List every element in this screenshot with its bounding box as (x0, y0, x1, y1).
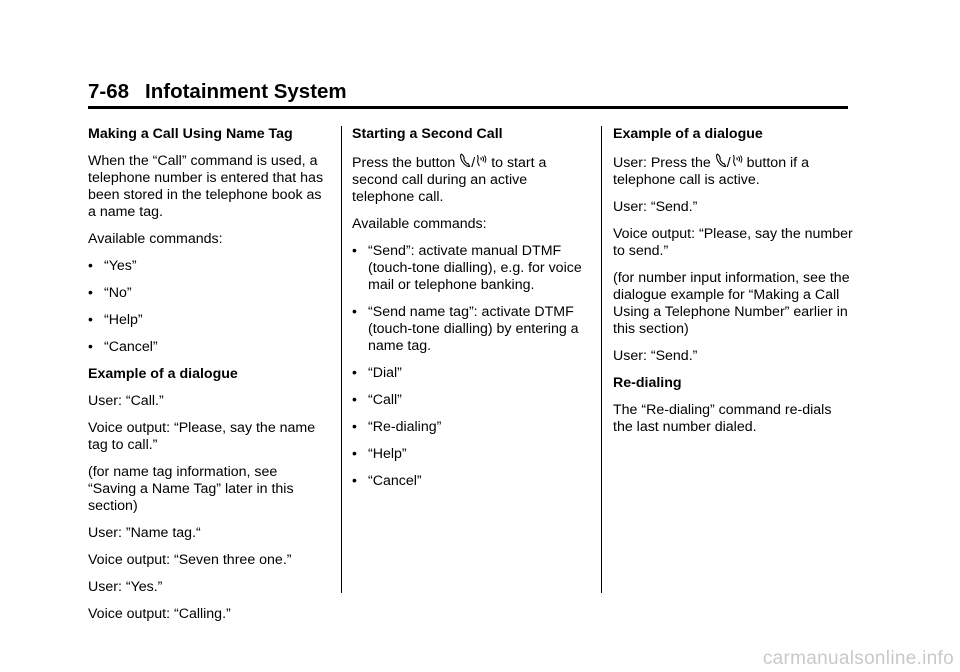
column-divider (601, 126, 602, 593)
example-heading: Example of a dialogue (88, 366, 238, 382)
bullet: • (88, 311, 93, 327)
list-item: • “Call” (352, 391, 402, 408)
list-item: • “No” (88, 284, 132, 301)
bullet: • (352, 242, 357, 258)
column-divider (341, 126, 342, 593)
paragraph: When the “Call” command is used, a telephone number is entered that has been stored in the telephone book as a name tag. (88, 153, 324, 220)
commands-label: Available commands: (352, 216, 487, 232)
command-list (88, 258, 328, 356)
redial-heading: Re-dialing (613, 375, 682, 391)
phone-icon (715, 153, 727, 168)
paragraph: The “Re-dialing” command re-dials the last number dialed. (613, 402, 832, 435)
dialogue-line: Voice output: “Please, say the name tag to call.” (88, 420, 316, 453)
dialogue-line: User: “Yes.” (88, 579, 163, 595)
bullet: • (352, 391, 357, 407)
paragraph: Press the button / to start a second call during an active telephone call. (352, 155, 547, 205)
bullet: • (352, 445, 357, 461)
list-item: • “Send”: activate manual DTMF (touch-tone dialling), e.g. for voice mail or telephone banking. (352, 242, 582, 293)
column-right (613, 126, 853, 446)
column-left (88, 126, 328, 633)
header-text (88, 80, 848, 104)
commands-label: Available commands: (88, 231, 223, 247)
command-list (352, 243, 592, 490)
section-heading: Starting a Second Call (352, 126, 503, 142)
dialogue-line: User: Press the / button if a telephone call is active. (613, 155, 809, 188)
column-middle (352, 126, 592, 500)
list-item: • “Cancel” (352, 472, 422, 489)
voice-recognition-icon (475, 153, 487, 168)
dialogue-line: (for name tag information, see “Saving a Name Tag” later in this section) (88, 464, 294, 514)
page-number: 7-68 (88, 80, 130, 103)
bullet: • (352, 418, 357, 434)
section-heading: Making a Call Using Name Tag (88, 126, 293, 142)
section-heading: Example of a dialogue (613, 126, 763, 142)
bullet: • (88, 338, 93, 354)
page-header (88, 80, 848, 109)
bullet: • (88, 284, 93, 300)
dialogue-line: Voice output: “Calling.” (88, 606, 231, 622)
list-item: • “Send name tag”: activate DTMF (touch-tone dialling) by entering a name tag. (352, 303, 579, 354)
watermark: carmanualsonline.info (762, 648, 954, 669)
dialogue-line: Voice output: “Please, say the number to send.” (613, 226, 853, 259)
list-item: • “Help” (88, 311, 143, 328)
dialogue-line: Voice output: “Seven three one.” (88, 552, 292, 568)
bullet: • (352, 472, 357, 488)
dialogue-line: User: “Send.” (613, 348, 698, 364)
list-item: • “Dial” (352, 364, 402, 381)
list-item: • “Yes” (88, 257, 137, 274)
list-item: • “Re-dialing” (352, 418, 442, 435)
dialogue-line: User: ”Name tag.“ (88, 525, 201, 541)
dialogue-line: (for number input information, see the dialogue example for “Making a Call Using a Telephone Number” earlier in this section) (613, 270, 850, 337)
list-item: • “Help” (352, 445, 407, 462)
voice-recognition-icon (731, 153, 743, 168)
bullet: • (352, 364, 357, 380)
dialogue-line: User: “Send.” (613, 199, 698, 215)
phone-icon (459, 153, 471, 168)
bullet: • (352, 303, 357, 319)
page-title: Infotainment System (145, 80, 347, 103)
list-item: • “Cancel” (88, 338, 158, 355)
bullet: • (88, 257, 93, 273)
dialogue-line: User: “Call.” (88, 393, 164, 409)
